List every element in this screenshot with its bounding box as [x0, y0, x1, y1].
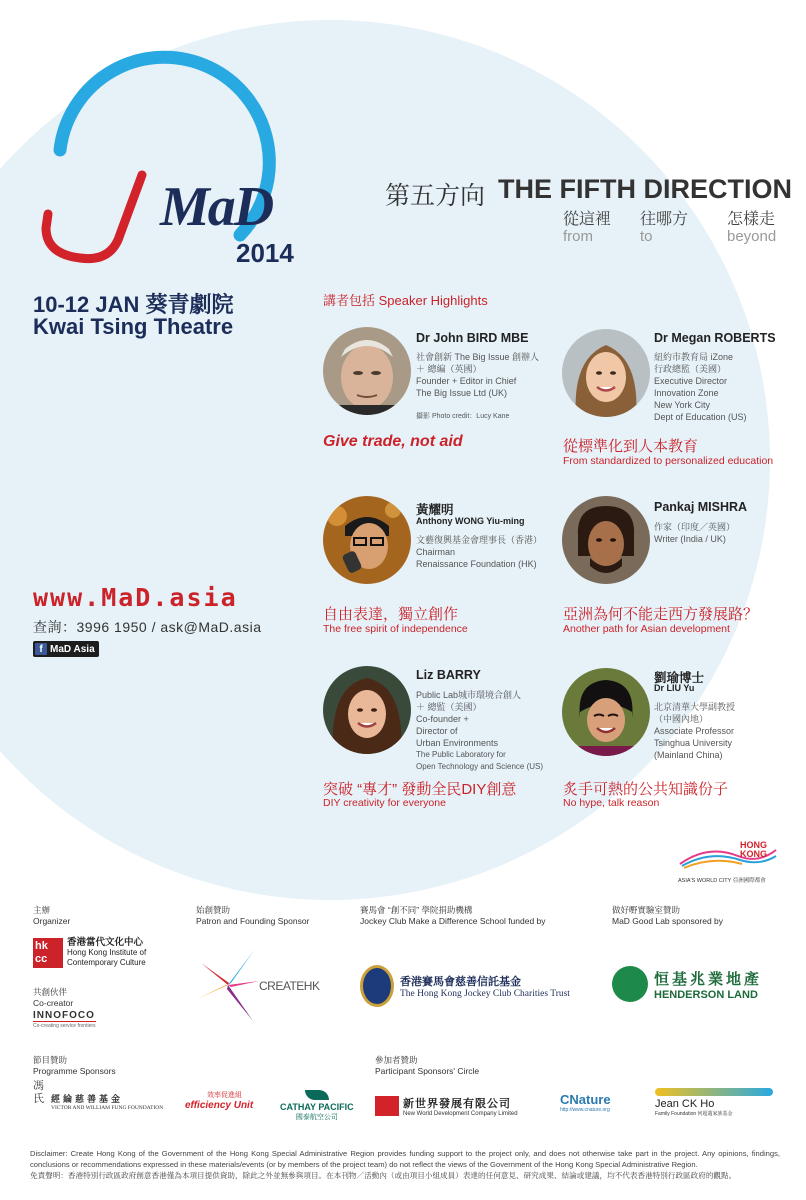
speaker-quote-en: The free spirit of independence	[323, 623, 468, 635]
subtitle-zh-3: 怎樣走	[727, 211, 776, 228]
organizer-label: 主辦 Organizer	[33, 905, 71, 926]
speaker-highlights-heading: 講者包括 Speaker Highlights	[323, 293, 488, 308]
innofoco-logo: INNOFOCO Co-creating service frontiers	[33, 1010, 96, 1029]
subtitle-en-3: beyond	[727, 228, 777, 245]
brand-hong-kong-logo	[678, 838, 778, 884]
speaker-name: Liz BARRY	[416, 668, 481, 682]
speaker-name-en: Anthony WONG Yiu-ming	[416, 516, 525, 526]
speaker-info: 北京清華大學副教授 （中國內地） Associate Professor Tsinghua University (Mainland China)	[654, 702, 736, 760]
title-zh: 第五方向	[385, 182, 486, 210]
speaker-name: Dr Megan ROBERTS	[654, 331, 776, 345]
cocreator-label: 共創伙伴 Co-creator	[33, 987, 74, 1008]
new-world-logo: 新世界發展有限公司 New World Development Company Limited	[375, 1095, 518, 1117]
henderson-land-logo: 恒基兆業地產 HENDERSON LAND	[612, 966, 762, 1002]
speaker-info: 作家（印度／英國） Writer (India / UK)	[654, 522, 736, 544]
contact-info: 查詢：3996 1950 / ask@MaD.asia	[33, 619, 262, 635]
event-venue: Kwai Tsing Theatre	[33, 314, 234, 339]
efficiency-unit-logo: 效率促進組 efficiency Unit	[185, 1092, 254, 1111]
speaker-quote-zh: 從標準化到人本教育	[563, 438, 699, 455]
speaker-photo-pankaj-mishra	[562, 496, 650, 584]
good-lab-label: 做好嘢實驗室贊助 MaD Good Lab sponsored by	[612, 905, 724, 926]
speaker-quote-en: DIY creativity for everyone	[323, 797, 446, 809]
subtitle-zh-1: 從這裡	[563, 211, 612, 228]
subtitle-en-1: from	[563, 228, 593, 245]
speaker-info: 紐約市教育局 iZone 行政總監（美國） Executive Director Innovation Zone New York City Dept of Education (US)	[654, 352, 747, 422]
facebook-label: MaD Asia	[50, 643, 95, 655]
speaker-info: 社會創新 The Big Issue 創辦人 ＋ 總編（英國） Founder + Editor in Chief The Big Issue Ltd (UK)	[416, 352, 540, 398]
jockey-club-label: 賽馬會 “創不同” 學院捐助機構 Jockey Club Make a Difference School funded by	[360, 905, 546, 926]
speaker-photo-liz-barry	[323, 666, 411, 754]
speaker-quote-en: No hype, talk reason	[563, 797, 660, 809]
event-dates: 10-12 JAN 葵青劇院	[33, 292, 234, 317]
subtitle-zh-2: 往哪方	[640, 211, 689, 228]
speaker-info: 文藝復興基金會理事長（香港） Chairman Renaissance Foundation (HK)	[416, 535, 543, 569]
svg-text:HONG: HONG	[740, 840, 767, 850]
speaker-name: Pankaj MISHRA	[654, 500, 748, 514]
subtitle-en-2: to	[640, 228, 653, 245]
website-link[interactable]: www.MaD.asia	[33, 583, 238, 612]
speaker-quote: Give trade, not aid	[323, 433, 463, 450]
speaker-quote-zh: 突破 “專才” 發動全民DIY創意	[323, 781, 517, 798]
speaker-name-en: Dr LIU Yu	[654, 683, 695, 693]
speaker-name: 劉瑜博士	[654, 671, 705, 685]
jean-ck-ho-logo: Jean CK Ho Family Foundation 何超蕸家族基金	[655, 1088, 773, 1117]
svg-text:KONG: KONG	[740, 849, 767, 859]
cathay-pacific-logo: CATHAY PACIFIC 國泰航空公司	[280, 1090, 354, 1122]
cnature-logo: CNature http://www.cnature.org	[560, 1092, 611, 1113]
founding-sponsor-label: 始創贊助 Patron and Founding Sponsor	[196, 905, 310, 926]
fung-foundation-logo: 馮氏 經綸慈善基金 VICTOR AND WILLIAM FUNG FOUNDATION	[33, 1080, 164, 1111]
hkicc-logo: hk cc 香港當代文化中心 Hong Kong Institute of Contemporary Culture	[35, 937, 147, 967]
speaker-quote-en: Another path for Asian development	[563, 623, 730, 635]
photo-credit: 攝影 Photo credit：Lucy Kane	[416, 413, 510, 420]
speaker-photo-john-bird	[323, 327, 411, 415]
mad-logo-year: 2014	[236, 238, 294, 268]
brand-hk-tagline: ASIA'S WORLD CITY 亞洲國際都會	[678, 878, 766, 884]
speaker-quote-en: From standardized to personalized education	[563, 455, 774, 467]
speaker-photo-anthony-wong	[323, 496, 411, 584]
speaker-quote-zh: 自由表達，獨立創作	[323, 606, 459, 623]
speaker-quote-zh: 炙手可熱的公共知識份子	[563, 781, 729, 798]
speaker-quote-zh: 亞洲為何不能走西方發展路？	[563, 606, 759, 623]
title-en: THE FIFTH DIRECTION	[498, 174, 792, 204]
speaker-photo-megan-roberts	[562, 329, 650, 417]
speaker-name: 黃耀明	[416, 503, 454, 517]
speaker-photo-liu-yu	[562, 668, 650, 756]
facebook-badge[interactable]	[33, 641, 99, 657]
programme-sponsors-label: 節目贊助 Programme Sponsors	[33, 1055, 116, 1076]
disclaimer: Disclaimer: Create Hong Kong of the Government of the Hong Kong Special Administrative Region provides funding support to the project only, and does not otherwise take part in the project. Any opinions, findings, conclusions or recommendations expressed in these materials/events (or by members of the project team) do not reflect the views of the Government of the Hong Kong Special Administrative Region. 免責聲明：香港特別行政區政府創意香港僅為本項目提供資助，除此之外並無參與項目。在本刊物／活動內（或由項目小組成員）表達的任何意見、研究成果、結論或建議，均不代表香港特別行政區政府的觀點。	[30, 1149, 780, 1180]
speaker-info: Public Lab城市環境合創人 ＋ 總監（美國） Co-founder + Director of Urban Environments The Public Laboratory for Open Technology and Science (US)	[416, 690, 544, 771]
createhk-logo: CREATEHK	[193, 945, 333, 1030]
speaker-name: Dr John BIRD MBE	[416, 331, 529, 345]
facebook-icon: f	[35, 643, 47, 655]
mad-logo-text: MaD	[160, 176, 273, 238]
jockey-club-logo: 香港賽馬會慈善信託基金 The Hong Kong Jockey Club Charities Trust	[360, 965, 570, 1007]
participant-sponsors-label: 參加者贊助 Participant Sponsors' Circle	[375, 1055, 480, 1076]
